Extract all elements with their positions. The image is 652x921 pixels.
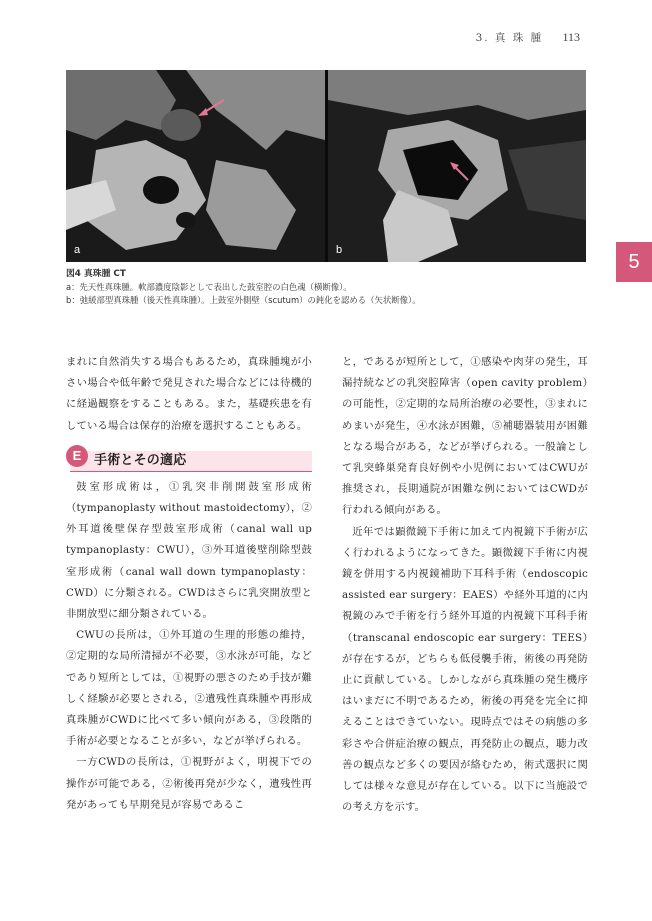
paragraph: 近年では顕微鏡下手術に加えて内視鏡下手術が広く行われるようになってきた。顕微鏡下手術に内視鏡を併用する内視鏡補助下耳科手術（endoscopic assisted ear surgery：EAES）や経外耳道的に内視鏡のみで手術を行う経外耳道的内視鏡下耳科手術（transcanal endoscopic ear surgery：TEES）が存在するが，どちらも低侵襲手術，術後の再発防止に貢献している。しかしながら真珠腫の発生機序はいまだに不明であるため，術後の再発を完全に抑えることはできていない。現時点ではその病態の多彩さや合併症治療の観点，再発防止の観点，聴力改善の観点など多くの要因が絡むため，術式選択に関しては様々な意見が存在している。以下に当施設での考え方を示す。 [342, 525, 588, 814]
ct-image-b [328, 70, 586, 262]
ct-image-a [66, 70, 325, 262]
section-badge: E [66, 445, 88, 467]
figure-caption [66, 268, 596, 307]
running-head [476, 30, 580, 45]
ct-figure [66, 70, 586, 262]
paragraph: 鼓室形成術は，①乳突非削開鼓室形成術（tympanoplasty without mastoidectomy），②外耳道後壁保存型鼓室形成術（canal wall up tympanoplasty：CWU），③外耳道後壁削除型鼓室形成術（canal wall down tympanoplasty：CWD）に分類される。CWDはさらに乳突開放型と非開放型に細分類されている。 [66, 480, 312, 621]
ct-scan-axial [66, 70, 325, 262]
paragraph: と，であるが短所として，①感染や肉芽の発生，耳漏持続などの乳突腔障害（open cavity problem）の可能性，②定期的な局所治療の必要性，③まれにめまいが発生，④水泳が困難，⑤補聴器装用が困難となる場合がある，などが挙げられる。一般論として乳突蜂巣発育良好例や小児例においてはCWUが推奨され，長期通院が困難な例においてはCWDが行われる傾向がある。 [342, 356, 588, 517]
paragraph: 一方CWDの長所は，①視野がよく，明視下での操作が可能である，②術後再発が少なく，遺残性再発があっても早期発見が容易であるこ [66, 756, 312, 811]
section-heading [66, 445, 312, 473]
right-column [342, 352, 588, 818]
paragraph: まれに自然消失する場合もあるため，真珠腫塊が小さい場合や低年齢で発見された場合などには待機的に経過観察をすることもある。また，基礎疾患を有している場合は保存的治療を選択することもある。 [66, 356, 312, 432]
chapter-title: 3. 真 珠 腫 [475, 32, 544, 44]
left-column [66, 352, 312, 816]
caption-title: 図4 真珠腫 CT [66, 269, 126, 279]
section-title: 手術とその適応 [94, 452, 187, 468]
ct-scan-sagittal [328, 70, 586, 262]
caption-b: b：弛緩部型真珠腫（後天性真珠腫）。上鼓室外側壁（scutum）の鈍化を認める（矢状断像）。 [66, 295, 421, 305]
paragraph: CWUの長所は，①外耳道の生理的形態の維持，②定期的な局所清掃が不必要，③水泳が可能，などであり短所としては，①視野の悪さのため手技が難しく経験が必要とされる，②遺残性真珠腫や再形成真珠腫がCWDに比べて多い傾向がある，③段階的手術が必要となることが多い，などが挙げられる。 [66, 629, 312, 748]
panel-label-a: a [74, 244, 81, 256]
panel-label-b: b [336, 244, 343, 256]
page-number: 113 [562, 30, 580, 44]
caption-a: a：先天性真珠腫。軟部濃度陰影として表出した鼓室腔の白色魂（横断像）。 [66, 282, 352, 292]
chapter-tab: 5 [616, 242, 652, 282]
